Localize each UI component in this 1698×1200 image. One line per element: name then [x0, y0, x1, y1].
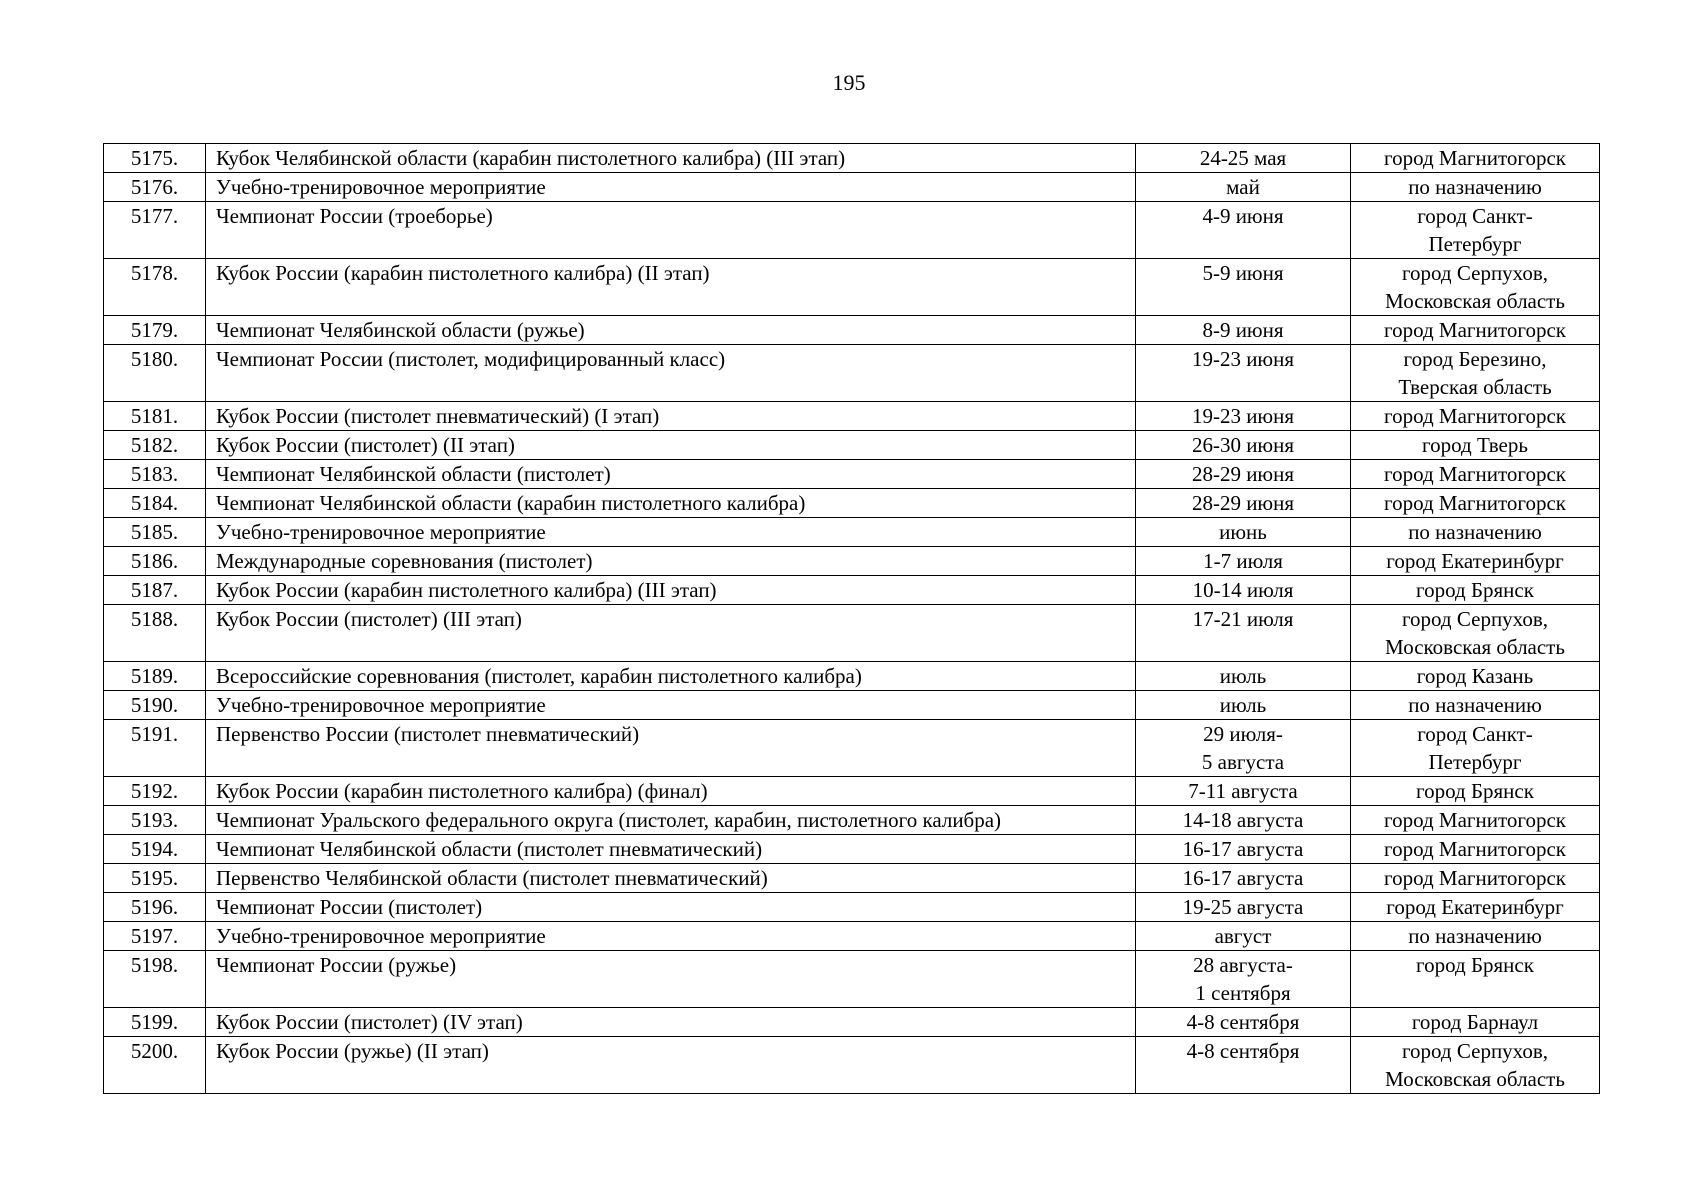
event-name: Чемпионат Челябинской области (пистолет пневматический)	[206, 835, 1136, 864]
table-row	[104, 777, 1600, 806]
event-name: Чемпионат Челябинской области (ружье)	[206, 316, 1136, 345]
table-row	[104, 691, 1600, 720]
row-number: 5175.	[104, 144, 206, 173]
event-name: Кубок России (ружье) (II этап)	[206, 1037, 1136, 1094]
table-row	[104, 576, 1600, 605]
event-place	[1351, 835, 1600, 864]
event-date-line: 14-18 августа	[1182, 808, 1304, 832]
event-place	[1351, 460, 1600, 489]
event-name: Кубок России (пистолет) (IV этап)	[206, 1008, 1136, 1037]
event-place	[1351, 720, 1600, 777]
event-place-line: город Екатеринбург	[1386, 895, 1564, 919]
table-row	[104, 460, 1600, 489]
row-number: 5198.	[104, 951, 206, 1008]
event-date	[1136, 691, 1351, 720]
event-place-line: город Магнитогорск	[1383, 491, 1567, 515]
event-place	[1351, 951, 1600, 1008]
event-date-line: 4-8 сентября	[1186, 1010, 1300, 1034]
row-number: 5182.	[104, 431, 206, 460]
event-place	[1351, 316, 1600, 345]
event-date-line: 19-25 августа	[1182, 895, 1304, 919]
row-number: 5176.	[104, 173, 206, 202]
event-place	[1351, 402, 1600, 431]
event-date	[1136, 922, 1351, 951]
event-place-line: город Магнитогорск	[1383, 146, 1567, 170]
event-date-line: 1-7 июля	[1203, 549, 1283, 573]
event-name: Кубок России (пистолет пневматический) (I этап)	[206, 402, 1136, 431]
row-number: 5180.	[104, 345, 206, 402]
event-date-line: 8-9 июня	[1202, 318, 1284, 342]
table-row	[104, 1008, 1600, 1037]
table-row	[104, 951, 1600, 1008]
event-date	[1136, 1008, 1351, 1037]
event-place-line: город Магнитогорск	[1383, 808, 1567, 832]
row-number: 5183.	[104, 460, 206, 489]
event-place-line: Петербург	[1428, 750, 1522, 774]
event-date	[1136, 605, 1351, 662]
event-name: Чемпионат России (пистолет, модифицированный класс)	[206, 345, 1136, 402]
table-row	[104, 402, 1600, 431]
event-date	[1136, 460, 1351, 489]
event-place	[1351, 576, 1600, 605]
event-name: Учебно-тренировочное мероприятие	[206, 691, 1136, 720]
event-date	[1136, 489, 1351, 518]
event-place-line: Московская область	[1385, 1067, 1565, 1091]
event-date-line: 4-9 июня	[1202, 204, 1284, 228]
event-date	[1136, 1037, 1351, 1094]
event-name: Всероссийские соревнования (пистолет, карабин пистолетного калибра)	[206, 662, 1136, 691]
event-place-line: город Брянск	[1416, 578, 1534, 602]
event-date-line: 26-30 июня	[1191, 433, 1295, 457]
table-row	[104, 922, 1600, 951]
event-date-line: 28 августа-	[1193, 953, 1293, 977]
event-name: Чемпионат Челябинской области (карабин пистолетного калибра)	[206, 489, 1136, 518]
table-row	[104, 605, 1600, 662]
row-number: 5178.	[104, 259, 206, 316]
event-place-line: город Серпухов,	[1401, 607, 1549, 631]
event-name: Кубок России (пистолет) (III этап)	[206, 605, 1136, 662]
event-date-line: 16-17 августа	[1182, 866, 1304, 890]
event-place	[1351, 173, 1600, 202]
table-row	[104, 720, 1600, 777]
event-place-line: по назначению	[1408, 924, 1542, 948]
event-date	[1136, 835, 1351, 864]
event-place-line: город Магнитогорск	[1383, 462, 1567, 486]
event-name: Первенство России (пистолет пневматический)	[206, 720, 1136, 777]
event-date-line: август	[1214, 924, 1272, 948]
event-place-line: город Березино,	[1403, 347, 1547, 371]
event-date	[1136, 720, 1351, 777]
event-date	[1136, 893, 1351, 922]
event-place	[1351, 662, 1600, 691]
event-place-line: город Магнитогорск	[1383, 837, 1567, 861]
table-row	[104, 547, 1600, 576]
event-date-line: июнь	[1219, 520, 1267, 544]
table-row	[104, 835, 1600, 864]
event-name: Учебно-тренировочное мероприятие	[206, 518, 1136, 547]
table-row	[104, 202, 1600, 259]
event-date	[1136, 259, 1351, 316]
event-date	[1136, 662, 1351, 691]
event-date-line: 1 сентября	[1195, 981, 1291, 1005]
event-place-line: город Брянск	[1416, 779, 1534, 803]
row-number: 5177.	[104, 202, 206, 259]
event-place-line: Тверская область	[1398, 375, 1552, 399]
table-row	[104, 345, 1600, 402]
event-place-line: по назначению	[1408, 175, 1542, 199]
row-number: 5200.	[104, 1037, 206, 1094]
row-number: 5195.	[104, 864, 206, 893]
event-date-line: 28-29 июня	[1191, 462, 1295, 486]
event-date-line: 28-29 июня	[1191, 491, 1295, 515]
event-date-line: 10-14 июля	[1192, 578, 1294, 602]
event-place-line: город Екатеринбург	[1386, 549, 1564, 573]
row-number: 5186.	[104, 547, 206, 576]
table-row	[104, 893, 1600, 922]
table-row	[104, 259, 1600, 316]
event-place	[1351, 518, 1600, 547]
event-place	[1351, 691, 1600, 720]
event-date	[1136, 576, 1351, 605]
event-date-line: 19-23 июня	[1191, 404, 1295, 428]
event-place	[1351, 893, 1600, 922]
event-date-line: июль	[1219, 664, 1267, 688]
event-date	[1136, 173, 1351, 202]
event-name: Чемпионат России (троеборье)	[206, 202, 1136, 259]
event-name: Учебно-тренировочное мероприятие	[206, 173, 1136, 202]
event-date-line: 5-9 июня	[1202, 261, 1284, 285]
row-number: 5184.	[104, 489, 206, 518]
event-place	[1351, 431, 1600, 460]
event-place	[1351, 922, 1600, 951]
event-name: Кубок Челябинской области (карабин пистолетного калибра) (III этап)	[206, 144, 1136, 173]
row-number: 5197.	[104, 922, 206, 951]
event-place	[1351, 202, 1600, 259]
table-row	[104, 662, 1600, 691]
event-date	[1136, 202, 1351, 259]
table-row	[104, 518, 1600, 547]
row-number: 5181.	[104, 402, 206, 431]
table-row	[104, 1037, 1600, 1094]
table-row	[104, 489, 1600, 518]
event-place	[1351, 489, 1600, 518]
event-place-line: Московская область	[1385, 635, 1565, 659]
event-place-line: город Казань	[1416, 664, 1534, 688]
event-place	[1351, 345, 1600, 402]
event-place-line: город Барнаул	[1411, 1010, 1539, 1034]
event-place	[1351, 806, 1600, 835]
event-date	[1136, 316, 1351, 345]
row-number: 5193.	[104, 806, 206, 835]
event-name: Кубок России (карабин пистолетного калибра) (финал)	[206, 777, 1136, 806]
row-number: 5191.	[104, 720, 206, 777]
event-date-line: июль	[1219, 693, 1267, 717]
event-date-line: 5 августа	[1201, 750, 1285, 774]
event-name: Чемпионат России (ружье)	[206, 951, 1136, 1008]
event-date	[1136, 806, 1351, 835]
event-place	[1351, 1008, 1600, 1037]
event-place	[1351, 547, 1600, 576]
event-date-line: 16-17 августа	[1182, 837, 1304, 861]
event-place	[1351, 605, 1600, 662]
row-number: 5190.	[104, 691, 206, 720]
event-date-line: май	[1226, 175, 1260, 199]
event-name: Кубок России (пистолет) (II этап)	[206, 431, 1136, 460]
event-place-line: город Брянск	[1416, 953, 1534, 977]
row-number: 5189.	[104, 662, 206, 691]
event-place-line: Московская область	[1385, 289, 1565, 313]
page-number: 195	[832, 70, 866, 95]
event-place-line: город Магнитогорск	[1383, 404, 1567, 428]
event-place-line: город Магнитогорск	[1383, 318, 1567, 342]
event-place-line: город Серпухов,	[1401, 261, 1549, 285]
event-date	[1136, 547, 1351, 576]
table-row	[104, 806, 1600, 835]
row-number: 5179.	[104, 316, 206, 345]
event-name: Чемпионат Уральского федерального округа (пистолет, карабин, пистолетного калибра)	[206, 806, 1136, 835]
row-number: 5185.	[104, 518, 206, 547]
event-place-line: город Серпухов,	[1401, 1039, 1549, 1063]
event-date	[1136, 777, 1351, 806]
event-date-line: 24-25 мая	[1199, 146, 1287, 170]
event-name: Чемпионат Челябинской области (пистолет)	[206, 460, 1136, 489]
row-number: 5196.	[104, 893, 206, 922]
event-date-line: 29 июля-	[1203, 722, 1283, 746]
event-date-line: 4-8 сентября	[1186, 1039, 1300, 1063]
event-place	[1351, 259, 1600, 316]
event-date	[1136, 864, 1351, 893]
table-row	[104, 864, 1600, 893]
event-date	[1136, 144, 1351, 173]
event-name: Международные соревнования (пистолет)	[206, 547, 1136, 576]
row-number: 5188.	[104, 605, 206, 662]
event-name: Кубок России (карабин пистолетного калибра) (III этап)	[206, 576, 1136, 605]
table-row	[104, 431, 1600, 460]
event-name: Первенство Челябинской области (пистолет пневматический)	[206, 864, 1136, 893]
event-date	[1136, 951, 1351, 1008]
event-date-line: 17-21 июля	[1192, 607, 1294, 631]
row-number: 5194.	[104, 835, 206, 864]
event-date-line: 7-11 августа	[1188, 779, 1298, 803]
row-number: 5187.	[104, 576, 206, 605]
event-name: Чемпионат России (пистолет)	[206, 893, 1136, 922]
row-number: 5192.	[104, 777, 206, 806]
event-place	[1351, 777, 1600, 806]
event-place-line: город Тверь	[1422, 433, 1528, 457]
event-place-line: город Магнитогорск	[1383, 866, 1567, 890]
table-row	[104, 144, 1600, 173]
event-name: Кубок России (карабин пистолетного калибра) (II этап)	[206, 259, 1136, 316]
event-place-line: по назначению	[1408, 693, 1542, 717]
event-date	[1136, 402, 1351, 431]
table-row	[104, 173, 1600, 202]
event-place-line: Петербург	[1428, 232, 1522, 256]
event-place	[1351, 864, 1600, 893]
event-date	[1136, 345, 1351, 402]
event-place-line: по назначению	[1408, 520, 1542, 544]
events-table	[103, 143, 1600, 1094]
row-number: 5199.	[104, 1008, 206, 1037]
event-place-line: город Санкт-	[1417, 204, 1533, 228]
table-row	[104, 316, 1600, 345]
event-place	[1351, 1037, 1600, 1094]
event-place-line: город Санкт-	[1417, 722, 1533, 746]
event-place	[1351, 144, 1600, 173]
event-date	[1136, 431, 1351, 460]
event-name: Учебно-тренировочное мероприятие	[206, 922, 1136, 951]
event-date-line: 19-23 июня	[1191, 347, 1295, 371]
event-date	[1136, 518, 1351, 547]
events-table-body	[104, 144, 1600, 1094]
